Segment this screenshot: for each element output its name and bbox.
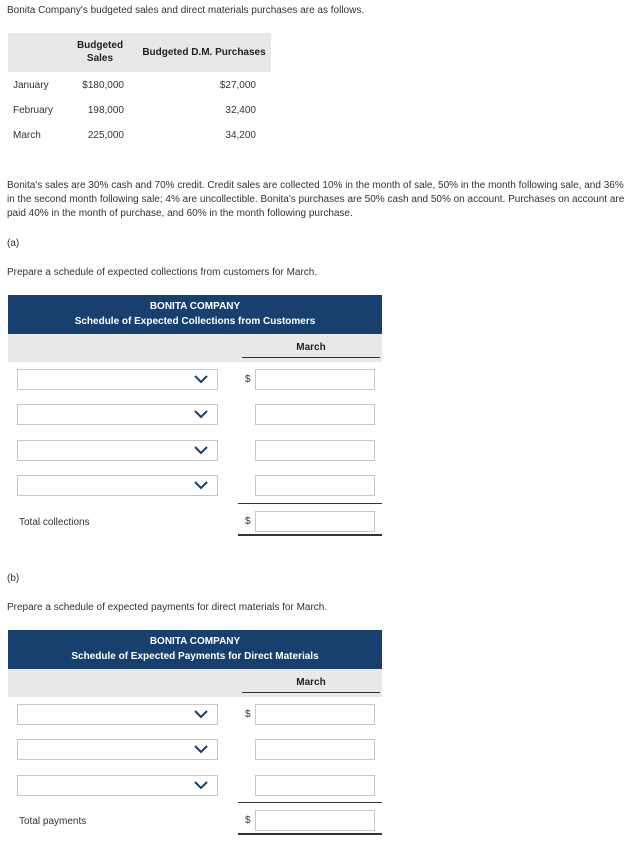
collections-item-select-2[interactable] bbox=[17, 404, 218, 425]
collections-amount-input-3[interactable] bbox=[255, 440, 375, 461]
payments-amount-input-2[interactable] bbox=[255, 739, 375, 760]
currency-symbol: $ bbox=[245, 374, 251, 385]
chevron-down-icon bbox=[193, 779, 209, 791]
row-sales: 225,000 bbox=[87, 130, 124, 141]
header-sales-line1: Budgeted bbox=[76, 40, 124, 51]
total-payments-label: Total payments bbox=[19, 816, 87, 827]
column-march: March bbox=[296, 342, 326, 353]
chevron-down-icon bbox=[193, 408, 209, 420]
part-b-label: (b) bbox=[7, 573, 20, 584]
payments-item-select-2[interactable] bbox=[17, 739, 218, 760]
payments-item-select-1[interactable] bbox=[17, 704, 218, 725]
currency-symbol: $ bbox=[245, 516, 251, 527]
row-purchases: $27,000 bbox=[219, 80, 256, 91]
subtotal-rule bbox=[238, 802, 382, 803]
description-text: Bonita's sales are 30% cash and 70% credit. Credit sales are collected 10% in the month of sale, 50% in the month following sale, and 36% in the second month following sale; 4% are uncollectible. Bonita's purchases are 50% cash and 50% on account. Purchases on account are paid 40% in the month of purchase, and 60% in the month following purchase. bbox=[7, 180, 625, 219]
schedule-a-title: Schedule of Expected Collections from Customers bbox=[74, 316, 316, 327]
row-month: February bbox=[13, 105, 54, 116]
currency-symbol: $ bbox=[245, 709, 251, 720]
chevron-down-icon bbox=[193, 444, 209, 456]
collections-item-select-1[interactable] bbox=[17, 369, 218, 390]
total-collections-label: Total collections bbox=[19, 517, 90, 528]
total-double-rule bbox=[238, 533, 382, 536]
row-purchases: 32,400 bbox=[225, 105, 256, 116]
schedule-a-header bbox=[8, 295, 382, 335]
schedule-b-company: BONITA COMPANY bbox=[149, 636, 241, 647]
column-underline bbox=[242, 357, 380, 358]
schedule-a-company: BONITA COMPANY bbox=[149, 301, 241, 312]
subtotal-rule bbox=[238, 503, 382, 504]
schedule-a-subheader bbox=[8, 335, 382, 362]
row-sales: 198,000 bbox=[87, 105, 124, 116]
chevron-down-icon bbox=[193, 743, 209, 755]
header-budgeted-sales bbox=[68, 37, 132, 67]
collections-item-select-4[interactable] bbox=[17, 475, 218, 496]
column-underline bbox=[242, 692, 380, 693]
collections-amount-input-1[interactable] bbox=[255, 369, 375, 390]
collections-amount-input-4[interactable] bbox=[255, 475, 375, 496]
schedule-b-title: Schedule of Expected Payments for Direct Materials bbox=[71, 651, 319, 662]
payments-item-select-3[interactable] bbox=[17, 775, 218, 796]
currency-symbol: $ bbox=[245, 815, 251, 826]
budget-table-header bbox=[8, 33, 271, 72]
chevron-down-icon bbox=[193, 479, 209, 491]
row-sales: $180,000 bbox=[82, 80, 124, 91]
row-month: March bbox=[13, 130, 41, 141]
header-sales-line2: Sales bbox=[86, 53, 114, 64]
collections-item-select-3[interactable] bbox=[17, 440, 218, 461]
header-budgeted-purchases: Budgeted D.M. Purchases bbox=[142, 46, 266, 58]
total-double-rule bbox=[238, 832, 382, 835]
part-a-prompt: Prepare a schedule of expected collections from customers for March. bbox=[7, 267, 318, 278]
payments-amount-input-1[interactable] bbox=[255, 704, 375, 725]
part-b-prompt: Prepare a schedule of expected payments for direct materials for March. bbox=[7, 602, 328, 613]
row-month: January bbox=[13, 80, 49, 91]
column-march: March bbox=[296, 677, 326, 688]
schedule-b-subheader bbox=[8, 670, 382, 697]
collections-amount-input-2[interactable] bbox=[255, 404, 375, 425]
total-collections-input[interactable] bbox=[255, 511, 375, 532]
row-purchases: 34,200 bbox=[225, 130, 256, 141]
total-payments-input[interactable] bbox=[255, 810, 375, 831]
chevron-down-icon bbox=[193, 373, 209, 385]
chevron-down-icon bbox=[193, 708, 209, 720]
part-a-label: (a) bbox=[7, 238, 20, 249]
payments-amount-input-3[interactable] bbox=[255, 775, 375, 796]
schedule-b-header bbox=[8, 630, 382, 670]
intro-text: Bonita Company's budgeted sales and direct materials purchases are as follows. bbox=[7, 5, 365, 16]
